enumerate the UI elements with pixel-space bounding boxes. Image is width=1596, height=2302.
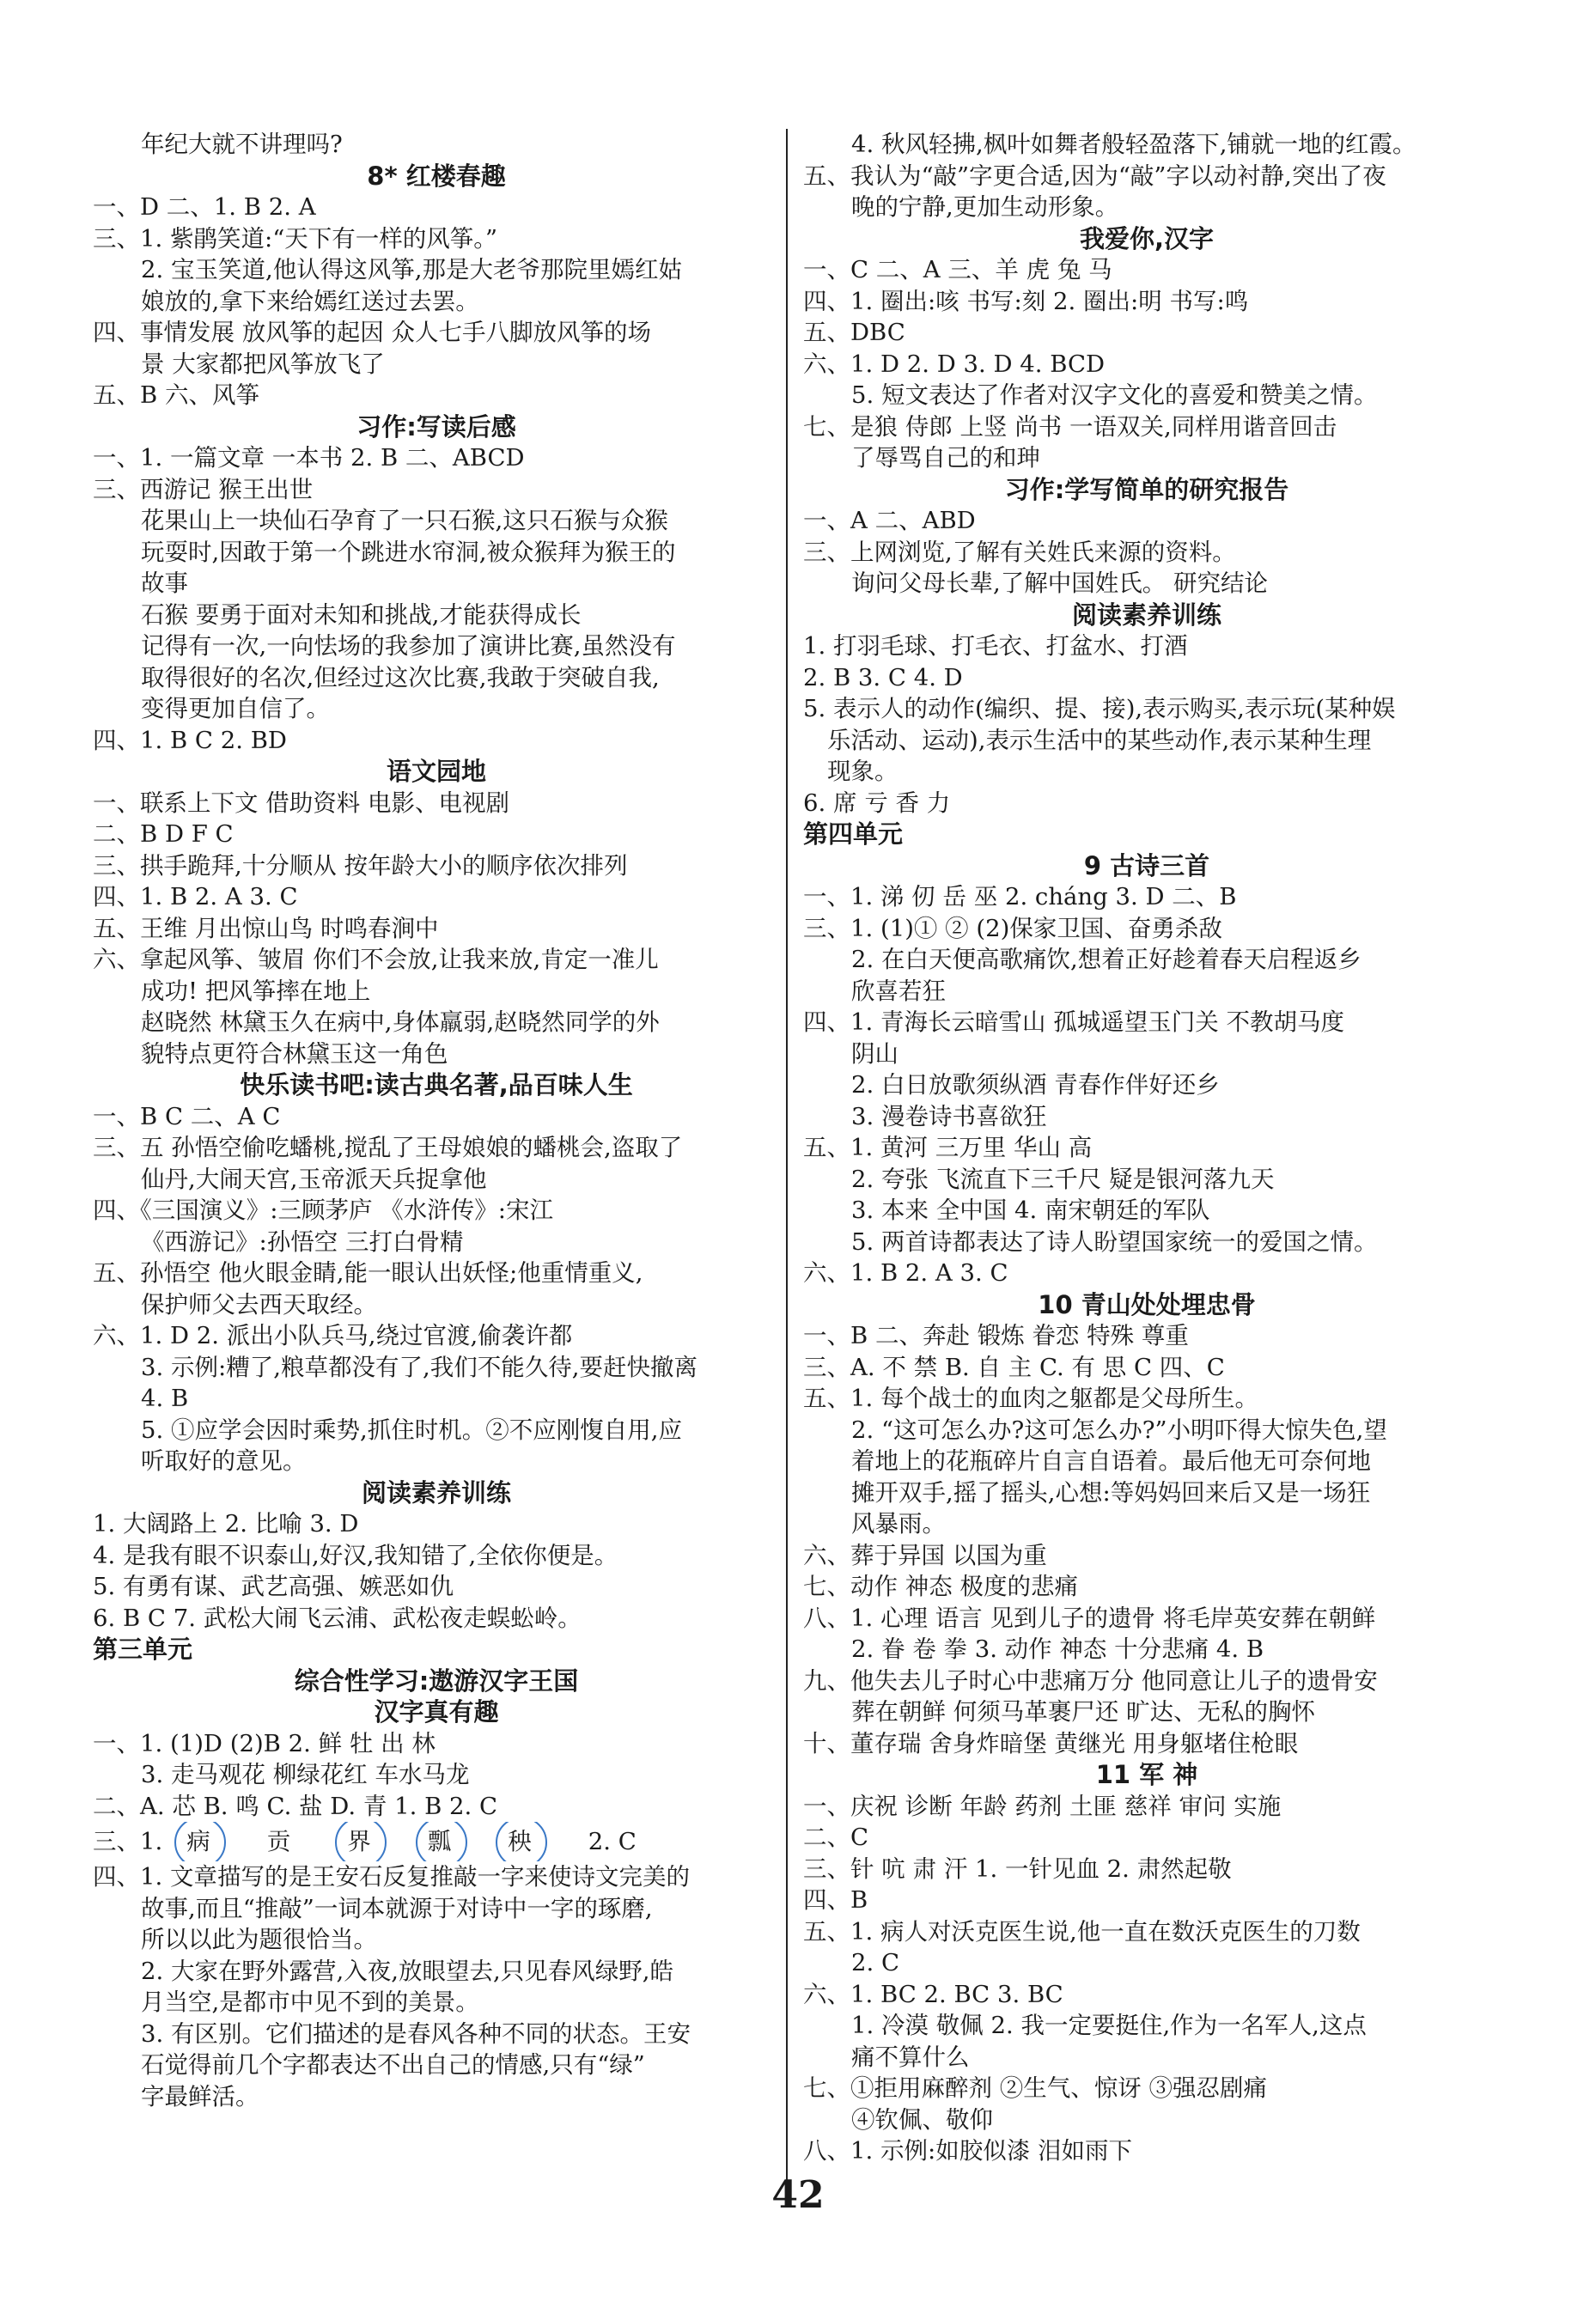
answer-line: 2. 大家在野外露营,入夜,放眼望去,只见春风绿野,皓 — [141, 1957, 673, 1985]
answer-line: 1. 大阔路上 2. 比喻 3. D — [93, 1510, 359, 1538]
answer-line: 五、1. 病人对沃克医生说,他一直在数沃克医生的刀数 — [803, 1917, 1361, 1946]
answer-line: 一、庆祝 诊断 年龄 药剂 土匪 慈祥 审问 实施 — [803, 1792, 1282, 1820]
answer-line: 一、D 二、1. B 2. A — [93, 193, 316, 221]
answer-line: ④钦佩、敬仰 — [851, 2105, 993, 2134]
answer-line: 四、B — [803, 1886, 868, 1914]
answer-line: 六、1. D 2. 派出小队兵马,绕过官渡,偷袭许都 — [93, 1322, 573, 1349]
answer-line: 五、我认为“敲”字更合适,因为“敲”字以动衬静,突出了夜 — [803, 161, 1386, 190]
answer-line: 询问父母长辈,了解中国姓氏。 研究结论 — [851, 569, 1268, 597]
answer-line: 1. 冷漠 敬佩 2. 我一定要挺住,作为一名军人,这点 — [851, 2012, 1367, 2039]
answer-line: 4. 是我有眼不识泰山,好汉,我知错了,全依你便是。 — [93, 1541, 618, 1569]
answer-line: 六、1. BC 2. BC 3. BC — [803, 1980, 1063, 2008]
unit-heading: 第四单元 — [803, 819, 904, 849]
answer-line: 5. 表示人的动作(编织、提、接),表示购买,表示玩(某种娱 — [803, 695, 1396, 722]
answer-line: 2. B 3. C 4. D — [803, 663, 963, 691]
answer-line: 三、1. (1)① ② (2)保家卫国、奋勇杀敌 — [803, 914, 1222, 942]
section-heading: 习作:写读后感 — [356, 411, 516, 442]
answer-line: 2. “这可怎么办?这可怎么办?”小明吓得大惊失色,望 — [851, 1416, 1387, 1444]
answer-line: 仙丹,大闹天宫,玉帝派天兵捉拿他 — [141, 1165, 487, 1193]
circled-character: 界 — [347, 1822, 371, 1861]
section-heading: 阅读素养训练 — [361, 1477, 511, 1507]
answer-line: 四、1. 青海长云暗雪山 孤城遥望玉门关 不教胡马度 — [803, 1008, 1344, 1036]
answer-line: 五、1. 黄河 三万里 华山 高 — [803, 1134, 1093, 1161]
answer-line: 三、上网浏览,了解有关姓氏来源的资料。 — [803, 538, 1236, 566]
answer-line: 一、A 二、ABD — [803, 507, 976, 534]
answer-line: 5. 有勇有谋、武艺高强、嫉恶如仇 — [93, 1573, 454, 1600]
answer-line: 三、拱手跪拜,十分顺从 按年龄大小的顺序依次排列 — [93, 851, 628, 880]
answer-line: 玩耍时,因敢于第一个跳进水帘洞,被众猴拜为猴王的 — [141, 538, 676, 566]
answer-line: 二、B D F C — [93, 820, 234, 848]
circled-character: 病 — [186, 1822, 210, 1861]
answer-line: 六、1. B 2. A 3. C — [803, 1259, 1008, 1287]
answer-line: 五、DBC — [803, 319, 905, 346]
answer-line: 赵晓然 林黛玉久在病中,身体羸弱,赵晓然同学的外 — [141, 1008, 660, 1036]
section-heading: 综合性学习:遨游汉字王国 — [294, 1666, 579, 1696]
answer-line: 月当空,是都市中见不到的美景。 — [141, 1988, 479, 2016]
answer-line: 石猴 要勇于面对未知和挑战,才能获得成长 — [141, 600, 582, 629]
unit-heading: 第三单元 — [93, 1635, 193, 1664]
answer-line: 一、B C 二、A C — [93, 1102, 281, 1130]
answer-line: 三、A. 不 禁 B. 自 主 C. 有 思 C 四、C — [803, 1353, 1225, 1381]
section-heading: 10 青山处处埋忠骨 — [1038, 1289, 1256, 1319]
answer-line: 2. 眷 卷 拳 3. 动作 神态 十分悲痛 4. B — [851, 1635, 1264, 1663]
page-number: 42 — [771, 2173, 825, 2217]
answer-line: 二、C — [803, 1824, 869, 1851]
answer-line: 6. 席 亏 香 力 — [803, 789, 951, 817]
answer-line: 所以以此为题很恰当。 — [141, 1926, 377, 1953]
section-heading: 语文园地 — [386, 757, 486, 786]
answer-line: 五、1. 每个战士的血肉之躯都是父母所生。 — [803, 1385, 1258, 1412]
answer-line: 一、1. 涕 仞 岳 巫 2. cháng 3. D 二、B — [803, 883, 1237, 910]
answer-line: 阴山 — [851, 1039, 899, 1068]
answer-line: 5. 两首诗都表达了诗人盼望国家统一的爱国之情。 — [851, 1227, 1378, 1256]
answer-line: 四、1. B 2. A 3. C — [93, 883, 298, 910]
answer-line: 三、1. 紫鹃笑道:“天下有一样的风筝。” — [93, 224, 498, 253]
circled-character: 秧 — [508, 1822, 532, 1861]
answer-line: 听取好的意见。 — [141, 1447, 307, 1475]
section-heading: 快乐读书吧:读古典名著,品百味人生 — [240, 1070, 633, 1099]
answer-line: 五、B 六、风筝 — [93, 381, 259, 409]
section-heading: 汉字真有趣 — [374, 1697, 499, 1726]
answer-line: 四、《三国演义》:三顾茅庐 《水浒传》:宋江 — [93, 1197, 554, 1224]
section-heading: 8* 红楼春趣 — [367, 161, 506, 191]
answer-line: 葬在朝鲜 何须马革裹尸还 旷达、无私的胸怀 — [851, 1698, 1315, 1726]
answer-line: 四、1. B C 2. BD — [93, 726, 287, 754]
answer-line: 四、1. 文章描写的是王安石反复推敲一字来使诗文完美的 — [93, 1863, 690, 1891]
right-column — [803, 129, 1490, 2167]
answer-line: 了辱骂自己的和珅 — [851, 444, 1040, 472]
answer-line: 四、1. 圈出:咳 书写:刻 2. 圈出:明 书写:鸣 — [803, 287, 1249, 315]
left-column — [93, 129, 780, 2112]
answer-line: 石觉得前几个字都表达不出自己的情感,只有“绿” — [141, 2051, 645, 2079]
answer-line: 故事 — [141, 569, 188, 597]
answer-line: 六、葬于异国 以国为重 — [803, 1541, 1047, 1569]
answer-line: 2. 夸张 飞流直下三千尺 疑是银河落九天 — [851, 1165, 1275, 1193]
character: 贡 — [266, 1828, 291, 1855]
answer-line: 5. 短文表达了作者对汉字文化的喜爱和赞美之情。 — [851, 381, 1378, 409]
answer-line: 娘放的,拿下来给嫣红送过去罢。 — [141, 287, 479, 315]
answer-line: 十、董存瑞 舍身炸暗堡 黄继光 用身躯堵住枪眼 — [803, 1729, 1299, 1757]
circled-character: 瓢 — [428, 1822, 452, 1861]
answer-line: 六、拿起风筝、皱眉 你们不会放,让我来放,肯定一准儿 — [93, 946, 659, 973]
answer-line: 摊开双手,摇了摇头,心想:等妈妈回来后又是一场狂 — [851, 1478, 1371, 1507]
answer-line: 字最鲜活。 — [141, 2082, 259, 2110]
answer-line: 3. 本来 全中国 4. 南宋朝廷的军队 — [851, 1197, 1210, 1224]
section-heading: 习作:学写简单的研究报告 — [1004, 474, 1289, 504]
section-heading: 9 古诗三首 — [1083, 850, 1210, 880]
answer-line-character-row — [93, 1822, 780, 1861]
answer-line: 3. 有区别。它们描述的是春风各种不同的状态。王安 — [141, 2019, 691, 2048]
answer-line: 《西游记》:孙悟空 三打白骨精 — [141, 1227, 464, 1256]
answer-line: 6. B C 7. 武松大闹飞云浦、武松夜走蜈蚣岭。 — [93, 1604, 582, 1632]
answer-line: 七、①拒用麻醉剂 ②生气、惊讶 ③强忍剧痛 — [803, 2074, 1267, 2102]
answer-line: 一、C 二、A 三、羊 虎 兔 马 — [803, 256, 1112, 283]
answer-line: 二、A. 芯 B. 鸣 C. 盐 D. 青 1. B 2. C — [93, 1792, 498, 1820]
answer-line: 乐活动、运动),表示生活中的某些动作,表示某种生理 — [827, 726, 1372, 754]
answer-line: 一、联系上下文 借助资料 电影、电视剧 — [93, 789, 509, 817]
section-heading: 我爱你,汉字 — [1079, 223, 1215, 253]
answer-line: 晚的宁静,更加生动形象。 — [851, 193, 1119, 221]
answer-line: 六、1. D 2. D 3. D 4. BCD — [803, 350, 1106, 378]
answer-line: 着地上的花瓶碎片自言自语着。最后他无可奈何地 — [851, 1447, 1371, 1475]
answer-line: 一、1. (1)D (2)B 2. 鲜 牡 出 林 — [93, 1729, 436, 1757]
answer-line: 2. 在白天便高歌痛饮,想着正好趁着春天启程返乡 — [851, 946, 1361, 973]
answer-line: 三、西游记 猴王出世 — [93, 475, 314, 503]
answer-line: 2. 宝玉笑道,他认得这风筝,那是大老爷那院里嫣红姑 — [141, 256, 682, 283]
answer-line: 一、1. 一篇文章 一本书 2. B 二、ABCD — [93, 444, 525, 472]
answer-line: 五、王维 月出惊山鸟 时鸣春涧中 — [93, 914, 439, 942]
answer-line: 2. C — [851, 1949, 900, 1976]
answer-line: 4. 秋风轻拂,枫叶如舞者般轻盈落下,铺就一地的红霞。 — [851, 131, 1416, 158]
answer-line: 3. 示例:糟了,粮草都没有了,我们不能久待,要赶快撤离 — [141, 1353, 697, 1381]
answer-line: 3. 漫卷诗书喜欲狂 — [851, 1102, 1047, 1130]
answer-line: 年纪大就不讲理吗? — [141, 131, 343, 158]
answer-line: 八、1. 示例:如胶似漆 泪如雨下 — [803, 2137, 1132, 2165]
answer-line: 4. B — [141, 1385, 189, 1412]
answer-line: 现象。 — [827, 758, 899, 785]
answer-line: 四、事情发展 放风筝的起因 众人七手八脚放风筝的场 — [93, 319, 651, 346]
answer-line: 貌特点更符合林黛玉这一角色 — [141, 1039, 448, 1068]
answer-line: 痛不算什么 — [851, 2043, 970, 2071]
answer-line: 故事,而且“推敲”一词本就源于对诗中一字的琢磨, — [141, 1894, 653, 1922]
answer-line: 八、1. 心理 语言 见到儿子的遗骨 将毛岸英安葬在朝鲜 — [803, 1604, 1376, 1632]
answer-line: 3. 走马观花 柳绿花红 车水马龙 — [141, 1761, 470, 1788]
answer-line: 变得更加自信了。 — [141, 695, 330, 722]
answer-line: 保护师父去西天取经。 — [141, 1290, 377, 1318]
answer-line: 风暴雨。 — [851, 1510, 946, 1538]
answer-line: 七、动作 神态 极度的悲痛 — [803, 1573, 1078, 1600]
section-heading: 阅读素养训练 — [1071, 600, 1221, 630]
answer-line: 七、是狼 侍郎 上竖 尚书 一语双关,同样用谐音回击 — [803, 412, 1337, 441]
answer-prefix: 三、1. — [93, 1828, 163, 1855]
answer-line: 九、他失去儿子时心中悲痛万分 他同意让儿子的遗骨安 — [803, 1666, 1378, 1695]
answer-line: 记得有一次,一向怯场的我参加了演讲比赛,虽然没有 — [141, 632, 676, 660]
answer-line: 取得很好的名次,但经过这次比赛,我敢于突破自我, — [141, 663, 660, 691]
column-divider — [786, 129, 788, 2208]
answer-line: 2. 白日放歌须纵酒 青春作伴好还乡 — [851, 1071, 1220, 1099]
answer-line: 花果山上一块仙石孕育了一只石猴,这只石猴与众猴 — [141, 507, 668, 534]
answer-suffix: 2. C — [588, 1828, 637, 1855]
answer-line: 1. 打羽毛球、打毛衣、打盆水、打酒 — [803, 632, 1188, 660]
answer-line: 景 大家都把风筝放飞了 — [141, 350, 385, 378]
answer-line: 一、B 二、奔赴 锻炼 眷恋 特殊 尊重 — [803, 1322, 1189, 1349]
section-heading: 11 军 神 — [1095, 1760, 1198, 1789]
answer-line: 五、孙悟空 他火眼金睛,能一眼认出妖怪;他重情重义, — [93, 1259, 643, 1287]
answer-line: 5. ①应学会因时乘势,抓住时机。②不应刚愎自用,应 — [141, 1416, 682, 1444]
answer-line: 三、针 吭 肃 汗 1. 一针见血 2. 肃然起敬 — [803, 1854, 1232, 1883]
answer-line: 三、五 孙悟空偷吃蟠桃,搅乱了王母娘娘的蟠桃会,盗取了 — [93, 1134, 683, 1161]
answer-line: 欣喜若狂 — [851, 977, 946, 1005]
answer-line: 成功! 把风筝摔在地上 — [141, 977, 371, 1005]
